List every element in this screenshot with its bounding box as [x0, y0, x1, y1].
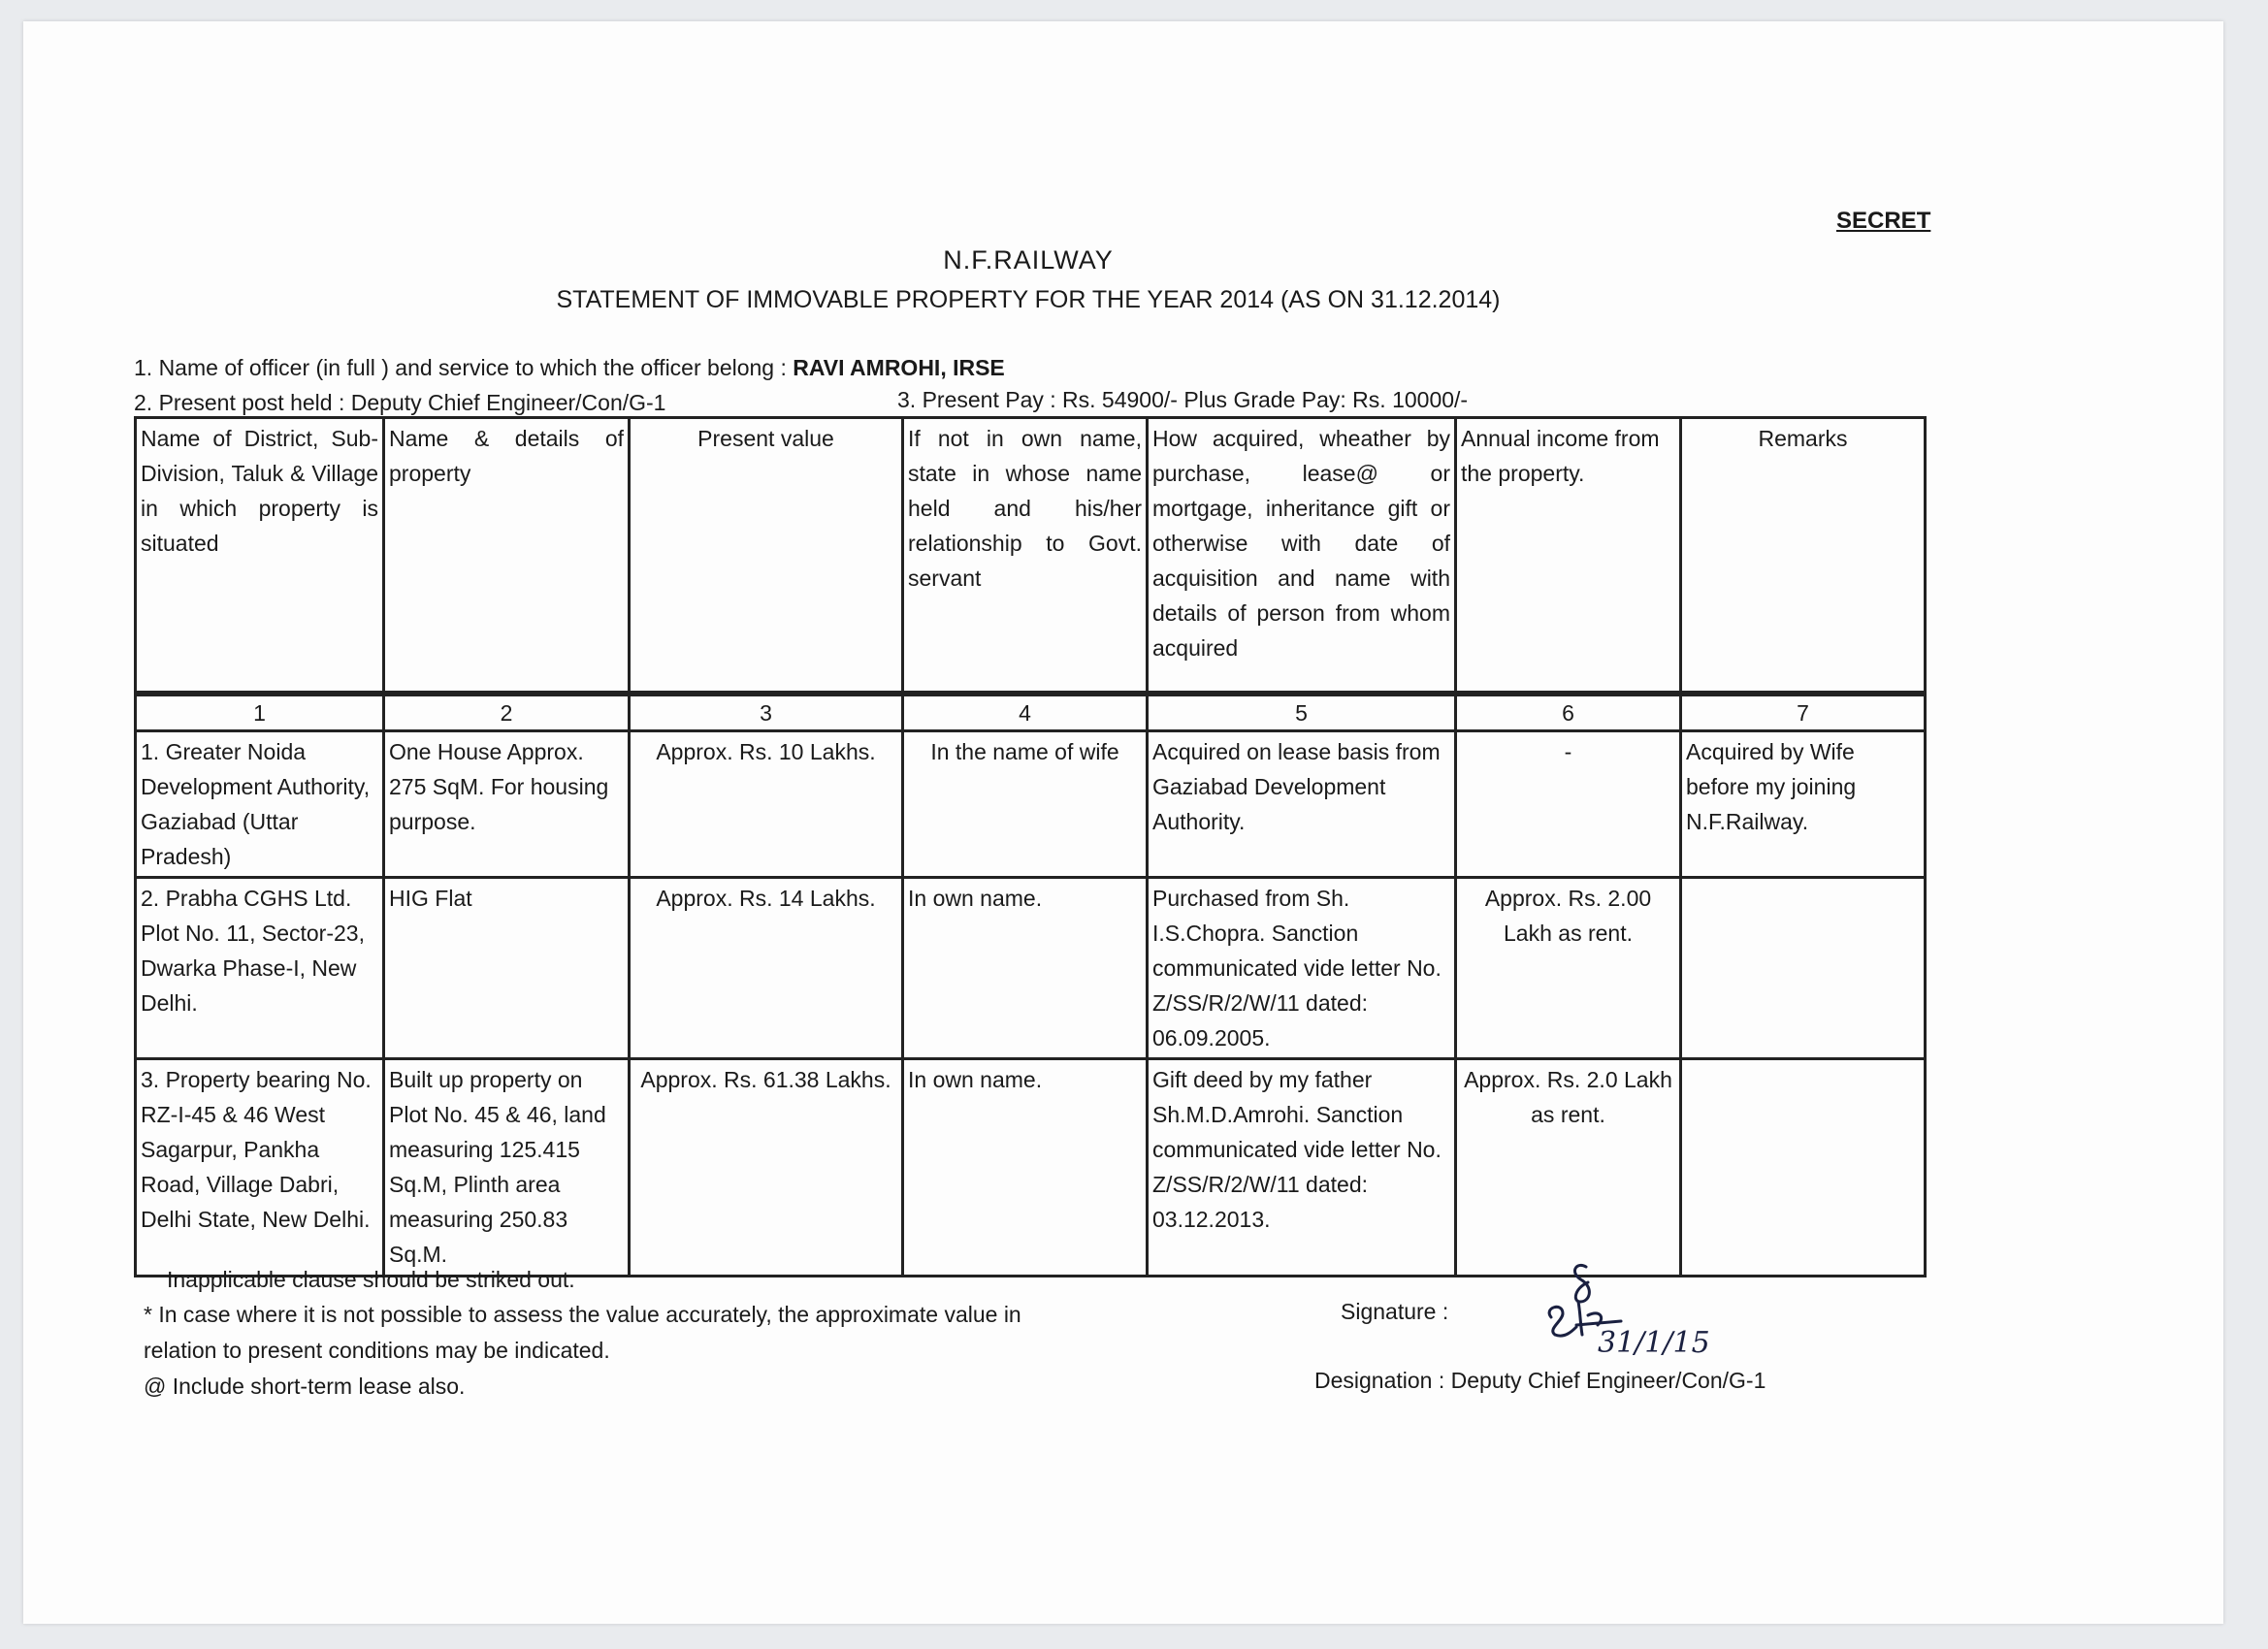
cell-value: Approx. Rs. 61.38 Lakhs. [630, 1059, 903, 1277]
column-number: 4 [903, 695, 1148, 731]
cell-location: 2. Prabha CGHS Ltd. Plot No. 11, Sector-23, Dwarka Phase-I, New Delhi. [136, 878, 384, 1059]
column-number: 3 [630, 695, 903, 731]
officer-name-line [134, 355, 1005, 381]
handwritten-signature [1538, 1259, 1712, 1366]
signature-label: Signature : [1341, 1299, 1449, 1324]
column-number-row [136, 695, 1926, 731]
cell-annual-income: Approx. Rs. 2.0 Lakh as rent. [1456, 1059, 1681, 1277]
cell-value: Approx. Rs. 10 Lakhs. [630, 731, 903, 878]
property-table [134, 416, 1927, 1277]
table-row [136, 731, 1926, 878]
cell-how-acquired: Acquired on lease basis from Gaziabad Development Authority. [1148, 731, 1456, 878]
cell-annual-income: Approx. Rs. 2.00 Lakh as rent. [1456, 878, 1681, 1059]
cell-details: One House Approx. 275 SqM. For housing purpose. [384, 731, 630, 878]
column-number: 6 [1456, 695, 1681, 731]
table-header-row [136, 418, 1926, 693]
organisation-name: N.F.RAILWAY [943, 245, 1114, 275]
column-header-value: Present value [630, 418, 903, 693]
column-header-annual-income: Annual income from the property. [1456, 418, 1681, 693]
column-header-how-acquired: How acquired, wheather by purchase, lease@ or mortgage, inheritance gift or otherwise with date of acquisition and name with details of person from whom acquired [1148, 418, 1456, 693]
cell-remarks: Acquired by Wife before my joining N.F.Railway. [1681, 731, 1926, 878]
column-header-details: Name & details of property [384, 418, 630, 693]
column-header-location: Name of District, Sub-Division, Taluk & Village in which property is situated [136, 418, 384, 693]
column-number: 2 [384, 695, 630, 731]
cell-details: HIG Flat [384, 878, 630, 1059]
cell-annual-income: - [1456, 731, 1681, 878]
column-number: 1 [136, 695, 384, 731]
present-pay-line: 3. Present Pay : Rs. 54900/- Plus Grade Pay: Rs. 10000/- [897, 387, 1469, 412]
cell-location: 1. Greater Noida Development Authority, Gaziabad (Uttar Pradesh) [136, 731, 384, 878]
note-short-term-lease: @ Include short-term lease also. [144, 1374, 466, 1399]
table-row [136, 1059, 1926, 1277]
cell-remarks [1681, 1059, 1926, 1277]
cell-how-acquired: Purchased from Sh. I.S.Chopra. Sanction communicated vide letter No. Z/SS/R/2/W/11 dated: 06.09.2005. [1148, 878, 1456, 1059]
note-approximate-value-1: * In case where it is not possible to assess the value accurately, the approximate value in [144, 1302, 1021, 1327]
note-approximate-value-2: relation to present conditions may be indicated. [144, 1338, 610, 1363]
cell-whose-name: In own name. [903, 1059, 1148, 1277]
cell-remarks [1681, 878, 1926, 1059]
present-post-line: 2. Present post held : Deputy Chief Engineer/Con/G-1 [134, 390, 666, 415]
column-header-remarks: Remarks [1681, 418, 1926, 693]
cell-details: Built up property on Plot No. 45 & 46, land measuring 125.415 Sq.M, Plinth area measuring 250.83 Sq.M. [384, 1059, 630, 1277]
cell-whose-name: In the name of wife [903, 731, 1148, 878]
note-inapplicable: Inapplicable clause should be striked out. [167, 1267, 575, 1292]
officer-name-value: RAVI AMROHI, IRSE [793, 355, 1005, 380]
cell-whose-name: In own name. [903, 878, 1148, 1059]
document-title: STATEMENT OF IMMOVABLE PROPERTY FOR THE YEAR 2014 (AS ON 31.12.2014) [556, 286, 1501, 313]
classification-label: SECRET [1836, 208, 1931, 234]
column-header-whose-name: If not in own name, state in whose name held and his/her relationship to Govt. servant [903, 418, 1148, 693]
column-number: 5 [1148, 695, 1456, 731]
column-number: 7 [1681, 695, 1926, 731]
cell-how-acquired: Gift deed by my father Sh.M.D.Amrohi. Sanction communicated vide letter No. Z/SS/R/2/W/11 dated: 03.12.2013. [1148, 1059, 1456, 1277]
cell-value: Approx. Rs. 14 Lakhs. [630, 878, 903, 1059]
signature-date-handwriting: 31/1/15 [1598, 1326, 1710, 1360]
cell-location: 3. Property bearing No. RZ-I-45 & 46 West Sagarpur, Pankha Road, Village Dabri, Delhi State, New Delhi. [136, 1059, 384, 1277]
designation-line: Designation : Deputy Chief Engineer/Con/G-1 [1314, 1368, 1766, 1393]
officer-name-label: 1. Name of officer (in full ) and service to which the officer belong : [134, 355, 794, 380]
table-row [136, 878, 1926, 1059]
